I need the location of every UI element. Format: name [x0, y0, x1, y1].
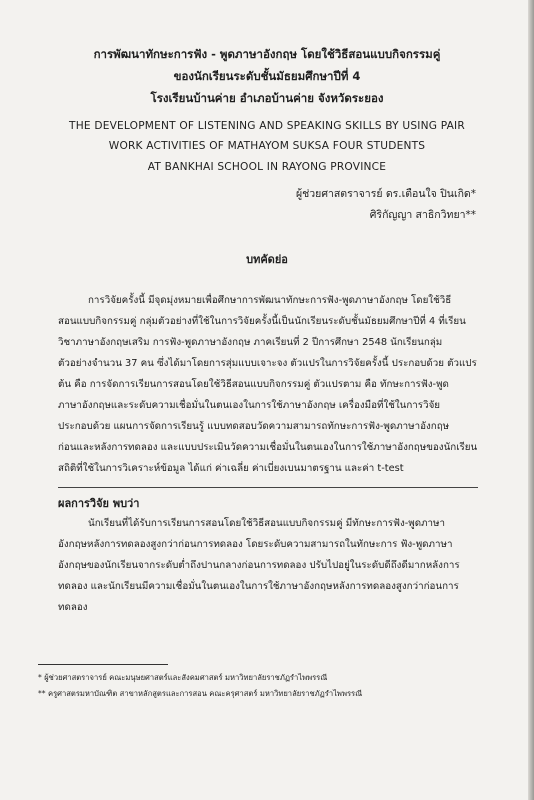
results-line: นักเรียนที่ได้รับการเรียนการสอนโดยใช้วิธีสอนแบบกิจกรรมคู่ มีทักษะการฟัง-พูดภาษา [88, 518, 446, 529]
results-line: ทดลอง [58, 602, 88, 613]
thai-title-line-1: การพัฒนาทักษะการฟัง - พูดภาษาอังกฤษ โดยใช้วิธีสอนแบบกิจกรรมคู่ [93, 47, 441, 61]
english-title-line-1: THE DEVELOPMENT OF LISTENING AND SPEAKING SKILLS BY USING PAIR [69, 120, 465, 132]
results-line: อังกฤษหลังการทดลองสูงกว่าก่อนการทดลอง โดยระดับความสามารถในทักษะการ ฟัง-พูดภาษา [58, 539, 453, 550]
footnote-2: ** ครูศาสตรมหาบัณฑิต สาขาหลักสูตรและการสอน คณะครุศาสตร์ มหาวิทยาลัยราชภัฏรำไพพรรณี [38, 689, 363, 698]
author-2: ศิริกัญญา สาธิกวิทยา** [369, 209, 476, 221]
abstract-line: สถิติที่ใช้ในการวิเคราะห์ข้อมูล ได้แก่ ค่าเฉลี่ย ค่าเบี่ยงเบนมาตรฐาน และค่า t-test [58, 463, 404, 474]
abstract-line: ภาษาอังกฤษและระดับความเชื่อมั่นในตนเองในการใช้ภาษาอังกฤษ เครื่องมือที่ใช้ในการวิจัย [58, 400, 441, 411]
results-line: ทดลอง และนักเรียนมีความเชื่อมั่นในตนเองในการใช้ภาษาอังกฤษหลังการทดลองสูงกว่าก่อนการ [58, 581, 459, 592]
footnote-divider [38, 664, 168, 665]
abstract-line: สอนแบบกิจกรรมคู่ กลุ่มตัวอย่างที่ใช้ในการวิจัยครั้งนี้เป็นนักเรียนระดับชั้นมัธยมศึกษาปีที่ 4 ที่เรียน [58, 316, 466, 327]
results-heading: ผลการวิจัย พบว่า [58, 497, 140, 510]
english-title-line-3: AT BANKHAI SCHOOL IN RAYONG PROVINCE [147, 161, 387, 173]
thai-title-line-3: โรงเรียนบ้านค่าย อำเภอบ้านค่าย จังหวัดระยอง [150, 91, 384, 105]
footnote-1: * ผู้ช่วยศาสตราจารย์ คณะมนุษยศาสตร์และสังคมศาสตร์ มหาวิทยาลัยราชภัฏรำไพพรรณี [38, 673, 328, 682]
english-title-line-2: WORK ACTIVITIES OF MATHAYOM SUKSA FOUR STUDENTS [108, 140, 426, 152]
abstract-line: การวิจัยครั้งนี้ มีจุดมุ่งหมายเพื่อศึกษาการพัฒนาทักษะการฟัง-พูดภาษาอังกฤษ โดยใช้วิธี [88, 295, 452, 306]
results-line: อังกฤษของนักเรียนจากระดับต่ำถึงปานกลางก่อนการทดลอง ปรับไปอยู่ในระดับดีถึงดีมากหลังการ [58, 560, 460, 571]
abstract-line: ตัวอย่างจำนวน 37 คน ซึ่งได้มาโดยการสุ่มแบบเจาะจง ตัวแปรในการวิจัยครั้งนี้ ประกอบด้วย ตัวแปร [58, 358, 477, 369]
author-1: ผู้ช่วยศาสตราจารย์ ดร.เตือนใจ ปินเกิด* [296, 188, 476, 200]
abstract-heading: บทคัดย่อ [246, 253, 288, 266]
abstract-line: ก่อนและหลังการทดลอง และแบบประเมินวัดความเชื่อมั่นในตนเองในการใช้ภาษาอังกฤษของนักเรียน [58, 442, 478, 453]
abstract-line: ประกอบด้วย แผนการจัดการเรียนรู้ แบบทดสอบวัดความสามารถทักษะการฟัง-พูดภาษาอังกฤษ [58, 421, 450, 432]
thai-title-line-2: ของนักเรียนระดับชั้นมัธยมศึกษาปีที่ 4 [173, 69, 361, 83]
section-divider [58, 487, 478, 488]
abstract-line: ต้น คือ การจัดการเรียนการสอนโดยใช้วิธีสอนแบบกิจกรรมคู่ ตัวแปรตาม คือ ทักษะการฟัง-พูด [58, 379, 449, 390]
abstract-line: วิชาภาษาอังกฤษเสริม การฟัง-พูดภาษาอังกฤษ ภาคเรียนที่ 2 ปีการศึกษา 2548 นักเรียนกลุ่ม [58, 337, 443, 348]
